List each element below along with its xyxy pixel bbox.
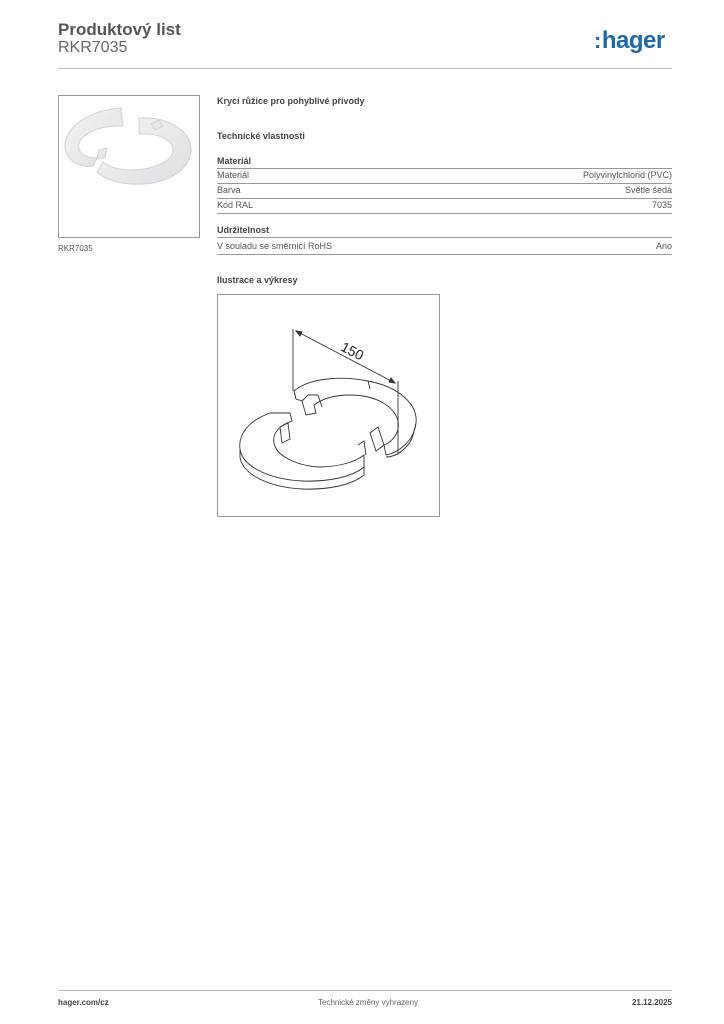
table-row xyxy=(217,240,672,255)
illustrations-heading: Ilustrace a výkresy xyxy=(217,275,298,285)
table-row xyxy=(217,184,672,199)
hager-logo xyxy=(594,27,665,55)
photo-caption: RKR7035 xyxy=(58,244,93,253)
row-label: V souladu se směrnicí RoHS xyxy=(217,241,333,251)
product-name: Krycí růžice pro pohyblivé přívody xyxy=(217,96,365,106)
row-label: Kód RAL xyxy=(217,200,254,210)
technical-drawing xyxy=(217,294,440,517)
page-title: Produktový list xyxy=(58,20,181,39)
sustainability-heading: Udržitelnost xyxy=(217,225,270,235)
footer-date: 21.12.2025 xyxy=(631,998,672,1007)
row-value: 7035 xyxy=(651,200,672,210)
row-value: Ano xyxy=(655,241,672,251)
material-table xyxy=(217,169,672,214)
footer-divider xyxy=(58,990,672,991)
table-row xyxy=(217,169,672,184)
logo-text: hager xyxy=(601,27,665,54)
row-label: Barva xyxy=(217,185,241,195)
header-divider xyxy=(58,68,672,69)
footer-notice: Technické změny vyhrazeny xyxy=(318,998,419,1007)
row-label: Materiál xyxy=(217,170,250,180)
row-value: Polyvinylchlorid (PVC) xyxy=(582,170,672,180)
product-code: RKR7035 xyxy=(58,39,128,56)
product-photo xyxy=(58,95,200,238)
sustainability-table xyxy=(217,240,672,255)
rosette-photo-icon xyxy=(59,96,199,237)
table-row xyxy=(217,199,672,214)
sustainability-divider xyxy=(217,237,672,238)
rosette-drawing-icon xyxy=(218,295,439,516)
logo-dots: : xyxy=(594,28,601,53)
technical-heading: Technické vlastnosti xyxy=(217,131,305,141)
row-value: Světle šedá xyxy=(624,185,672,195)
dimension-label: 150 xyxy=(338,338,367,364)
material-heading: Materiál xyxy=(217,156,252,166)
footer-website-link[interactable]: hager.com/cz xyxy=(58,998,109,1007)
